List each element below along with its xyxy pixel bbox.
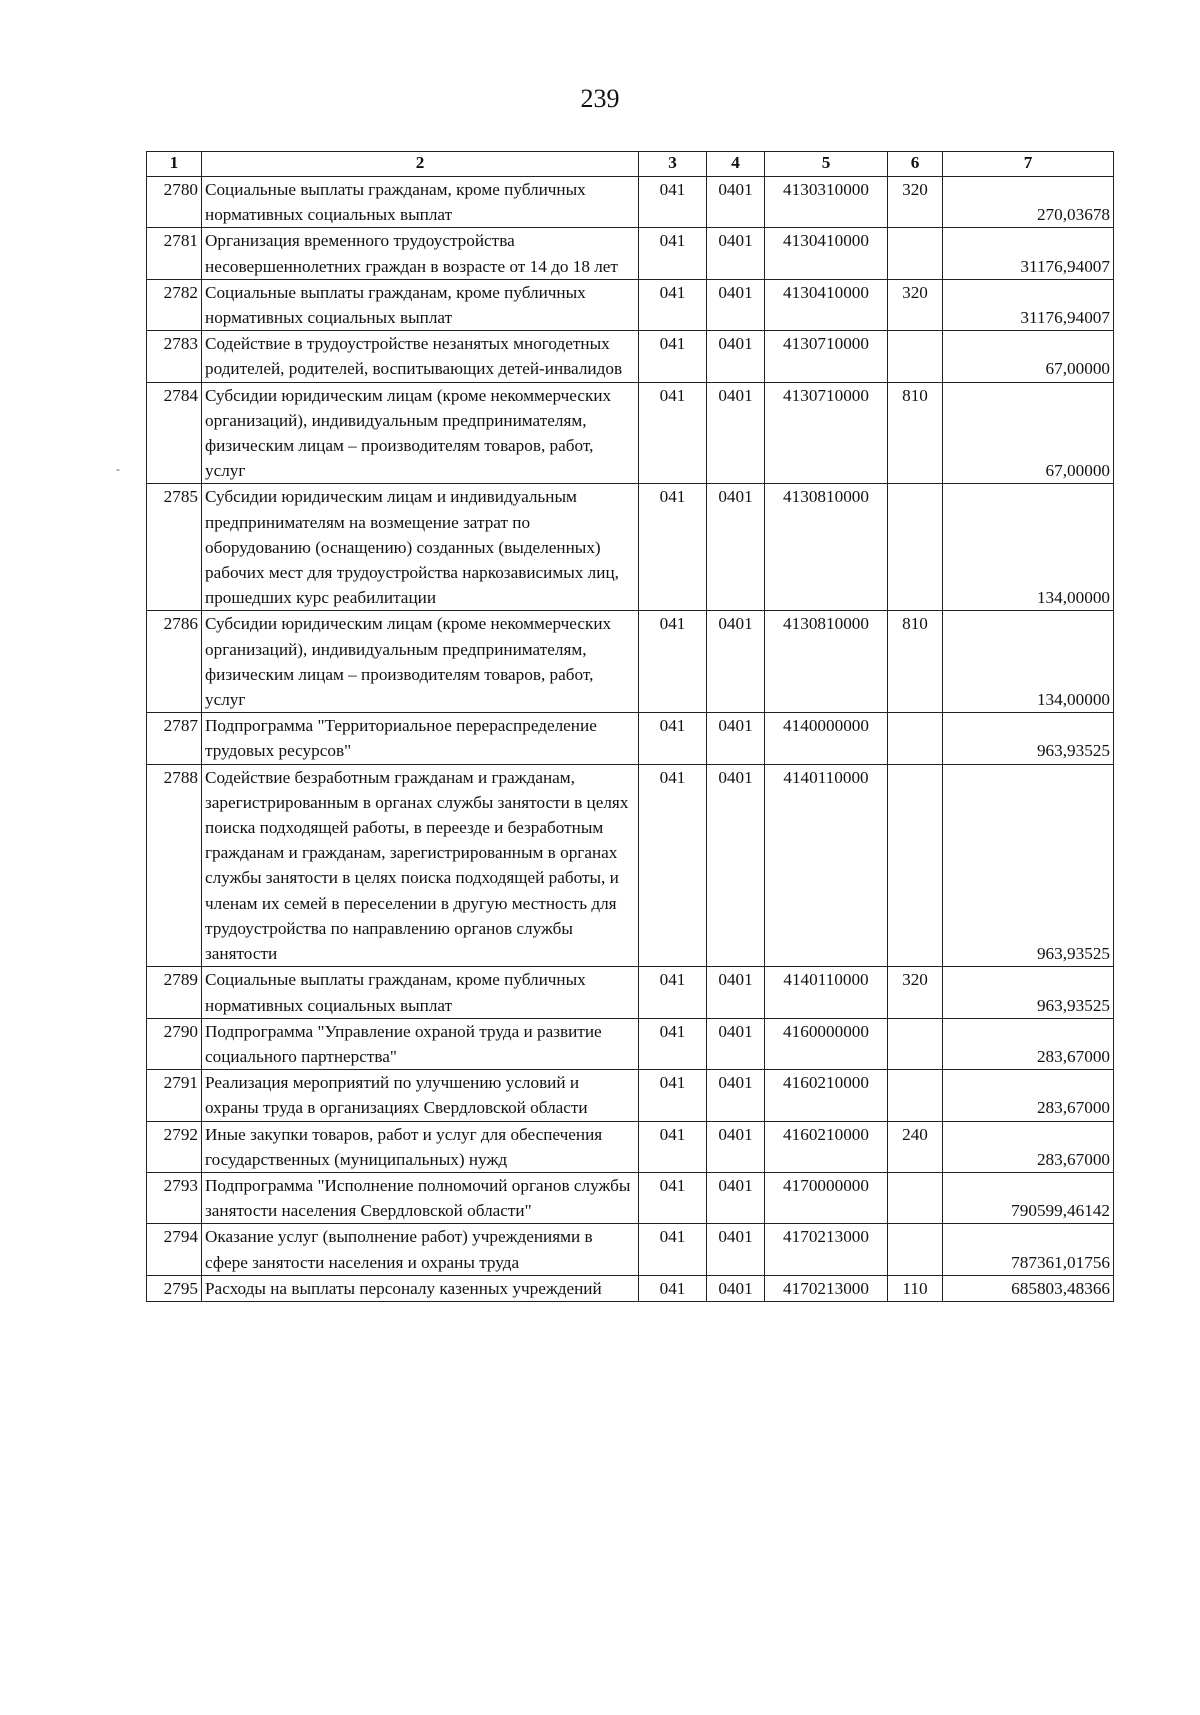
column-header-2: 2	[202, 152, 639, 177]
code-ministry: 041	[639, 713, 707, 764]
code-section: 0401	[707, 713, 765, 764]
row-number: 2788	[147, 764, 202, 967]
amount: 283,67000	[943, 1070, 1114, 1121]
item-name: Реализация мероприятий по улучшению условий и охраны труда в организациях Свердловской области	[202, 1070, 639, 1121]
code-target: 4130810000	[765, 484, 888, 611]
amount: 134,00000	[943, 611, 1114, 713]
code-section: 0401	[707, 1224, 765, 1275]
code-target: 4160000000	[765, 1018, 888, 1069]
column-header-1: 1	[147, 152, 202, 177]
amount: 134,00000	[943, 484, 1114, 611]
table-row	[147, 713, 1114, 764]
table-body	[147, 177, 1114, 1302]
item-name: Организация временного трудоустройства несовершеннолетних граждан в возрасте от 14 до 18 лет	[202, 228, 639, 279]
code-target: 4130310000	[765, 177, 888, 228]
table-row	[147, 1121, 1114, 1172]
item-name: Содействие в трудоустройстве незанятых многодетных родителей, родителей, воспитывающих детей-инвалидов	[202, 331, 639, 382]
table-row	[147, 1172, 1114, 1223]
code-expense-type: 240	[888, 1121, 943, 1172]
budget-table	[146, 151, 1114, 1302]
code-section: 0401	[707, 1172, 765, 1223]
code-expense-type	[888, 1172, 943, 1223]
code-section: 0401	[707, 1070, 765, 1121]
amount: 31176,94007	[943, 279, 1114, 330]
row-number: 2786	[147, 611, 202, 713]
row-number: 2789	[147, 967, 202, 1018]
amount: 31176,94007	[943, 228, 1114, 279]
item-name: Иные закупки товаров, работ и услуг для обеспечения государственных (муниципальных) нужд	[202, 1121, 639, 1172]
code-ministry: 041	[639, 279, 707, 330]
code-ministry: 041	[639, 382, 707, 484]
item-name: Социальные выплаты гражданам, кроме публичных нормативных социальных выплат	[202, 279, 639, 330]
table-row	[147, 484, 1114, 611]
table-row	[147, 228, 1114, 279]
amount: 963,93525	[943, 713, 1114, 764]
code-section: 0401	[707, 177, 765, 228]
row-number: 2781	[147, 228, 202, 279]
item-name: Субсидии юридическим лицам (кроме некоммерческих организаций), индивидуальным предпринимателям, физическим лицам – производителям товаров, работ, услуг	[202, 611, 639, 713]
table-row	[147, 1275, 1114, 1301]
code-target: 4160210000	[765, 1070, 888, 1121]
row-number: 2785	[147, 484, 202, 611]
code-expense-type: 810	[888, 382, 943, 484]
row-number: 2794	[147, 1224, 202, 1275]
amount: 67,00000	[943, 382, 1114, 484]
code-section: 0401	[707, 967, 765, 1018]
table-row	[147, 279, 1114, 330]
column-header-5: 5	[765, 152, 888, 177]
code-target: 4140110000	[765, 764, 888, 967]
code-expense-type	[888, 713, 943, 764]
table-row	[147, 764, 1114, 967]
column-header-3: 3	[639, 152, 707, 177]
table-row	[147, 382, 1114, 484]
code-target: 4130810000	[765, 611, 888, 713]
table-row	[147, 611, 1114, 713]
code-expense-type	[888, 228, 943, 279]
amount: 787361,01756	[943, 1224, 1114, 1275]
code-section: 0401	[707, 1018, 765, 1069]
table-row	[147, 967, 1114, 1018]
code-expense-type	[888, 484, 943, 611]
code-expense-type: 320	[888, 967, 943, 1018]
code-ministry: 041	[639, 611, 707, 713]
code-target: 4160210000	[765, 1121, 888, 1172]
row-number: 2787	[147, 713, 202, 764]
code-section: 0401	[707, 484, 765, 611]
code-expense-type	[888, 1070, 943, 1121]
row-number: 2793	[147, 1172, 202, 1223]
item-name: Социальные выплаты гражданам, кроме публичных нормативных социальных выплат	[202, 177, 639, 228]
row-number: 2784	[147, 382, 202, 484]
margin-mark: -	[116, 462, 120, 476]
code-section: 0401	[707, 279, 765, 330]
amount: 270,03678	[943, 177, 1114, 228]
code-ministry: 041	[639, 967, 707, 1018]
code-ministry: 041	[639, 177, 707, 228]
item-name: Содействие безработным гражданам и гражданам, зарегистрированным в органах службы занятости в целях поиска подходящей работы, в переезде и безработным гражданам и гражданам, зарегистрированным в органах службы занятости в целях поиска подходящей работы, и членам их семей в переселении в другую местность для трудоустройства по направлению органов службы занятости	[202, 764, 639, 967]
code-section: 0401	[707, 228, 765, 279]
code-target: 4130710000	[765, 331, 888, 382]
code-section: 0401	[707, 611, 765, 713]
item-name: Социальные выплаты гражданам, кроме публичных нормативных социальных выплат	[202, 967, 639, 1018]
code-ministry: 041	[639, 764, 707, 967]
page-number: 239	[580, 84, 620, 113]
code-target: 4140000000	[765, 713, 888, 764]
row-number: 2795	[147, 1275, 202, 1301]
code-ministry: 041	[639, 228, 707, 279]
item-name: Подпрограмма "Территориальное перераспределение трудовых ресурсов"	[202, 713, 639, 764]
item-name: Подпрограмма "Исполнение полномочий органов службы занятости населения Свердловской области"	[202, 1172, 639, 1223]
code-expense-type	[888, 1224, 943, 1275]
code-ministry: 041	[639, 1018, 707, 1069]
code-section: 0401	[707, 1275, 765, 1301]
row-number: 2791	[147, 1070, 202, 1121]
item-name: Оказание услуг (выполнение работ) учреждениями в сфере занятости населения и охраны труда	[202, 1224, 639, 1275]
code-ministry: 041	[639, 1224, 707, 1275]
code-ministry: 041	[639, 1172, 707, 1223]
code-section: 0401	[707, 1121, 765, 1172]
code-section: 0401	[707, 764, 765, 967]
code-expense-type	[888, 1018, 943, 1069]
code-target: 4140110000	[765, 967, 888, 1018]
code-target: 4130410000	[765, 279, 888, 330]
column-header-7: 7	[943, 152, 1114, 177]
amount: 790599,46142	[943, 1172, 1114, 1223]
amount: 283,67000	[943, 1121, 1114, 1172]
code-expense-type: 110	[888, 1275, 943, 1301]
code-target: 4130410000	[765, 228, 888, 279]
item-name: Субсидии юридическим лицам (кроме некоммерческих организаций), индивидуальным предпринимателям, физическим лицам – производителям товаров, работ, услуг	[202, 382, 639, 484]
code-ministry: 041	[639, 484, 707, 611]
amount: 685803,48366	[943, 1275, 1114, 1301]
table-row	[147, 1070, 1114, 1121]
code-ministry: 041	[639, 1121, 707, 1172]
row-number: 2782	[147, 279, 202, 330]
item-name: Субсидии юридическим лицам и индивидуальным предпринимателям на возмещение затрат по оборудованию (оснащению) созданных (выделенных) рабочих мест для трудоустройства наркозависимых лиц, прошедших курс реабилитации	[202, 484, 639, 611]
code-ministry: 041	[639, 1275, 707, 1301]
table-row	[147, 331, 1114, 382]
code-ministry: 041	[639, 331, 707, 382]
item-name: Подпрограмма "Управление охраной труда и развитие социального партнерства"	[202, 1018, 639, 1069]
column-header-4: 4	[707, 152, 765, 177]
table-row	[147, 1018, 1114, 1069]
code-target: 4170213000	[765, 1275, 888, 1301]
row-number: 2783	[147, 331, 202, 382]
code-expense-type: 320	[888, 279, 943, 330]
table-row	[147, 177, 1114, 228]
code-expense-type: 320	[888, 177, 943, 228]
amount: 283,67000	[943, 1018, 1114, 1069]
code-section: 0401	[707, 331, 765, 382]
table-row	[147, 1224, 1114, 1275]
row-number: 2780	[147, 177, 202, 228]
row-number: 2792	[147, 1121, 202, 1172]
code-section: 0401	[707, 382, 765, 484]
code-target: 4170213000	[765, 1224, 888, 1275]
amount: 963,93525	[943, 764, 1114, 967]
item-name: Расходы на выплаты персоналу казенных учреждений	[202, 1275, 639, 1301]
code-ministry: 041	[639, 1070, 707, 1121]
code-target: 4130710000	[765, 382, 888, 484]
amount: 67,00000	[943, 331, 1114, 382]
code-expense-type: 810	[888, 611, 943, 713]
header-row	[147, 152, 1114, 177]
column-header-6: 6	[888, 152, 943, 177]
code-expense-type	[888, 331, 943, 382]
code-expense-type	[888, 764, 943, 967]
code-target: 4170000000	[765, 1172, 888, 1223]
row-number: 2790	[147, 1018, 202, 1069]
amount: 963,93525	[943, 967, 1114, 1018]
